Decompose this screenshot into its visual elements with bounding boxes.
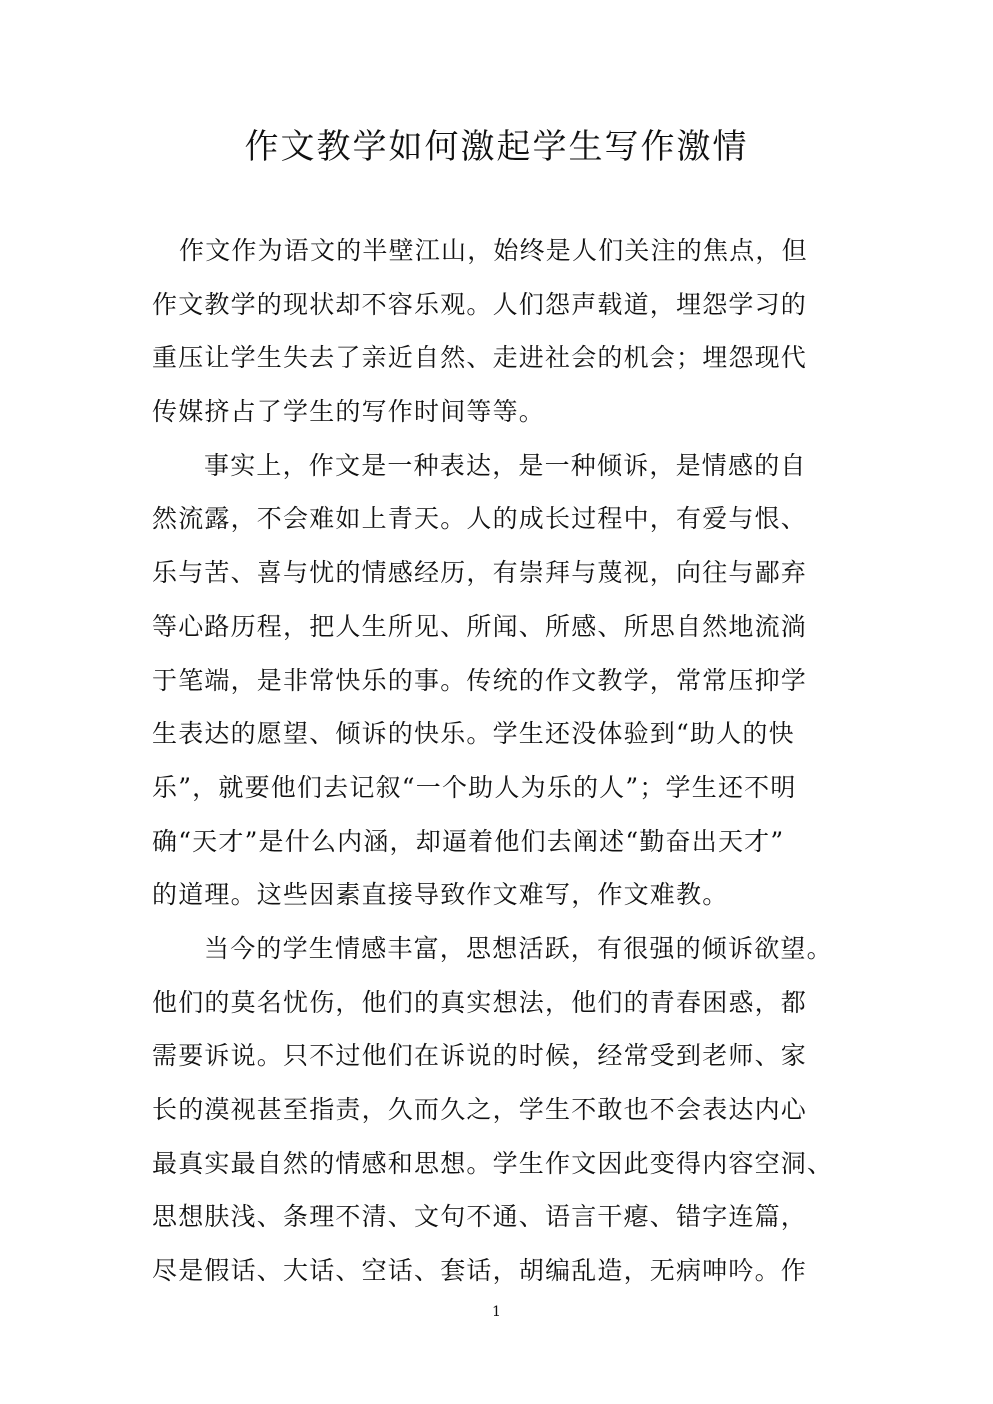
page-number: 1 xyxy=(492,1304,501,1320)
paragraph-2-line-4: 等心路历程，把人生所见、所闻、所感、所思自然地流淌 xyxy=(152,611,808,641)
document-title: 作文教学如何激起学生写作激情 xyxy=(244,127,749,167)
paragraph-3-line-6: 思想肤浅、条理不清、文句不通、语言干瘪、错字连篇， xyxy=(152,1202,808,1232)
paragraph-3-line-3: 需要诉说。只不过他们在诉说的时候，经常受到老师、家 xyxy=(152,1041,808,1071)
paragraph-3-line-5: 最真实最自然的情感和思想。学生作文因此变得内容空洞、 xyxy=(152,1148,834,1178)
document-body xyxy=(152,224,842,1298)
paragraph-2-line-3: 乐与苦、喜与忧的情感经历，有崇拜与蔑视，向往与鄙弃 xyxy=(152,558,808,588)
paragraph-3-line-2: 他们的莫名忧伤，他们的真实想法，他们的青春困惑，都 xyxy=(152,987,808,1017)
paragraph-2-line-5: 于笔端，是非常快乐的事。传统的作文教学，常常压抑学 xyxy=(152,665,808,695)
paragraph-2-line-7: 乐”，就要他们去记叙“一个助人为乐的人”；学生还不明 xyxy=(152,772,797,802)
paragraph-1-line-1: 作文作为语文的半壁江山，始终是人们关注的焦点，但 xyxy=(179,236,808,265)
paragraph-1-line-4: 传媒挤占了学生的写作时间等等。 xyxy=(152,397,546,427)
paragraph-1-line-3: 重压让学生失去了亲近自然、走进社会的机会；埋怨现代 xyxy=(152,343,808,373)
paragraph-1-line-2: 作文教学的现状却不容乐观。人们怨声载道，埋怨学习的 xyxy=(152,289,808,319)
paragraph-2-line-2: 然流露，不会难如上青天。人的成长过程中，有爱与恨、 xyxy=(152,504,808,534)
paragraph-3-line-1: 当今的学生情感丰富，思想活跃，有很强的倾诉欲望。 xyxy=(204,933,833,963)
paragraph-2-line-9: 的道理。这些因素直接导致作文难写，作文难教。 xyxy=(152,880,729,910)
paragraph-3-line-4: 长的漠视甚至指责，久而久之，学生不敢也不会表达内心 xyxy=(152,1095,808,1124)
paragraph-2-line-1: 事实上，作文是一种表达，是一种倾诉，是情感的自 xyxy=(204,450,807,480)
paragraph-3-line-7: 尽是假话、大话、空话、套话，胡编乱造，无病呻吟。作 xyxy=(152,1256,808,1286)
paragraph-2-line-6: 生表达的愿望、倾诉的快乐。学生还没体验到“助人的快 xyxy=(152,719,795,749)
paragraph-2-line-8: 确“天才”是什么内涵，却逼着他们去阐述“勤奋出天才” xyxy=(152,826,785,856)
